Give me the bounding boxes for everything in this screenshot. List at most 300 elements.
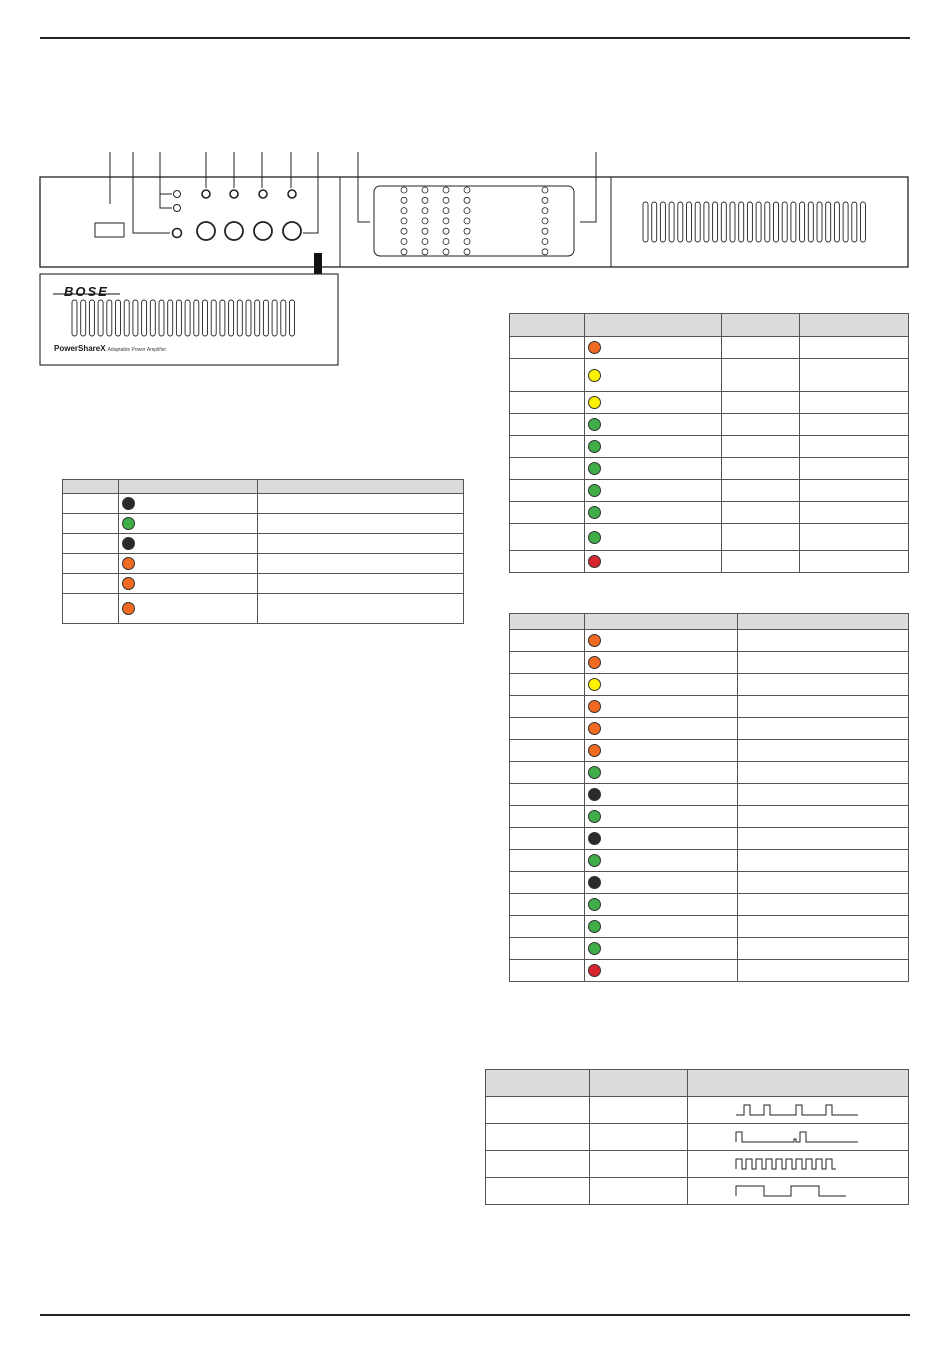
status-dot-icon — [588, 369, 601, 382]
vent-slot — [185, 300, 190, 336]
table-row — [510, 828, 909, 850]
display-led — [542, 218, 548, 224]
table-row — [510, 337, 909, 359]
table-row — [510, 894, 909, 916]
display-led — [464, 218, 470, 224]
table-cell — [738, 696, 909, 718]
table-cell — [585, 784, 738, 806]
vent-slot — [194, 300, 199, 336]
table-cell — [722, 414, 800, 436]
status-dot-icon — [588, 854, 601, 867]
table-cell — [585, 806, 738, 828]
table-row — [510, 740, 909, 762]
table-row — [510, 414, 909, 436]
vent-slot — [246, 300, 251, 336]
table-row — [510, 718, 909, 740]
vent-slot — [107, 300, 112, 336]
table-row — [510, 458, 909, 480]
table-cell — [585, 938, 738, 960]
table-cell — [585, 392, 722, 414]
table-cell — [590, 1151, 688, 1178]
table-cell — [738, 630, 909, 652]
vent-slot — [817, 202, 822, 242]
table-cell — [590, 1124, 688, 1151]
table-cell — [738, 784, 909, 806]
vent-slot — [756, 202, 761, 242]
vent-slot — [290, 300, 295, 336]
led-button — [173, 229, 182, 238]
table-row — [510, 872, 909, 894]
status-dot-icon — [588, 462, 601, 475]
status-dot-icon — [588, 898, 601, 911]
table-cell — [486, 1097, 590, 1124]
table-cell — [722, 359, 800, 392]
table-cell — [590, 1178, 688, 1205]
vent-slot — [852, 202, 857, 242]
status-dot-icon — [588, 832, 601, 845]
level-knob — [254, 222, 272, 240]
led-small-2 — [174, 205, 181, 212]
table-cell — [722, 480, 800, 502]
display-led — [401, 239, 407, 245]
product-name-label — [54, 344, 166, 353]
vent-slot — [211, 300, 216, 336]
vent-slot — [150, 300, 155, 336]
table-row — [510, 696, 909, 718]
bottom-rule — [40, 1314, 910, 1316]
header-cell — [738, 614, 909, 630]
vent-slot — [281, 300, 286, 336]
vent-slot — [721, 202, 726, 242]
vent-slot — [826, 202, 831, 242]
table-row — [510, 359, 909, 392]
brand-logo: BOSE — [64, 284, 109, 299]
status-dot-icon — [588, 418, 601, 431]
table-cell — [510, 674, 585, 696]
status-dot-icon — [122, 602, 135, 615]
table-cell — [510, 524, 585, 551]
table-cell — [258, 574, 464, 594]
display-led — [422, 208, 428, 214]
table-cell — [738, 894, 909, 916]
vent-slot — [133, 300, 138, 336]
vent-slot — [272, 300, 277, 336]
table-cell — [738, 806, 909, 828]
table-cell — [800, 524, 909, 551]
display-led — [464, 187, 470, 193]
table-cell — [510, 828, 585, 850]
status-dot-icon — [122, 557, 135, 570]
header-cell — [119, 480, 258, 494]
status-dot-icon — [122, 517, 135, 530]
table-row — [510, 960, 909, 982]
table-cell — [258, 514, 464, 534]
header-cell — [63, 480, 119, 494]
table-cell — [800, 337, 909, 359]
display-led — [443, 197, 449, 203]
display-led — [443, 228, 449, 234]
table-cell — [585, 630, 738, 652]
display-led — [443, 187, 449, 193]
table-cell — [722, 436, 800, 458]
table-cell — [258, 554, 464, 574]
vent-slot — [159, 300, 164, 336]
status-dot-icon — [588, 555, 601, 568]
display-led — [542, 208, 548, 214]
status-dot-icon — [588, 744, 601, 757]
power-switch — [95, 223, 124, 237]
table-row — [63, 574, 464, 594]
vent-slot — [834, 202, 839, 242]
table-cell — [510, 696, 585, 718]
display-led — [401, 197, 407, 203]
display-led — [401, 228, 407, 234]
status-dot-icon — [588, 440, 601, 453]
header-cell — [800, 314, 909, 337]
led-indicator — [259, 190, 267, 198]
led-indicator — [230, 190, 238, 198]
vent-slot — [704, 202, 709, 242]
table-cell — [585, 480, 722, 502]
table-cell — [585, 551, 722, 573]
table-row — [510, 630, 909, 652]
header-cell — [585, 314, 722, 337]
table-cell — [800, 502, 909, 524]
status-dot-icon — [588, 484, 601, 497]
table-cell — [63, 594, 119, 624]
table-row — [510, 524, 909, 551]
channel-led-table — [509, 313, 909, 573]
table-cell — [738, 718, 909, 740]
table-cell — [510, 806, 585, 828]
table-cell — [738, 916, 909, 938]
vent-slot — [808, 202, 813, 242]
display-led — [542, 228, 548, 234]
vent-slot — [168, 300, 173, 336]
table-row — [486, 1151, 909, 1178]
table-cell — [119, 494, 258, 514]
product-subtitle: Adaptable Power Amplifier — [107, 347, 167, 353]
table-cell — [722, 392, 800, 414]
table-cell — [738, 960, 909, 982]
level-knob — [225, 222, 243, 240]
status-dot-icon — [588, 876, 601, 889]
display-led — [401, 187, 407, 193]
vent-slot — [98, 300, 103, 336]
table-cell — [738, 674, 909, 696]
blink-waveform-icon — [736, 1103, 860, 1117]
table-cell — [800, 436, 909, 458]
display-led — [542, 197, 548, 203]
table-row — [510, 480, 909, 502]
status-dot-icon — [588, 766, 601, 779]
table-row — [486, 1097, 909, 1124]
table-cell — [585, 337, 722, 359]
table-cell — [63, 494, 119, 514]
vent-slot — [89, 300, 94, 336]
table-cell — [585, 502, 722, 524]
vent-slot — [652, 202, 657, 242]
display-led — [464, 208, 470, 214]
table-row — [510, 652, 909, 674]
display-led — [443, 249, 449, 255]
status-dot-icon — [122, 537, 135, 550]
table-cell — [585, 674, 738, 696]
table-cell — [590, 1097, 688, 1124]
table-cell — [738, 828, 909, 850]
vent-slot — [739, 202, 744, 242]
table-cell — [688, 1151, 909, 1178]
vent-slot — [774, 202, 779, 242]
vent-slot — [782, 202, 787, 242]
table-cell — [688, 1097, 909, 1124]
table-cell — [585, 740, 738, 762]
table-cell — [63, 514, 119, 534]
table-cell — [800, 392, 909, 414]
table-cell — [738, 652, 909, 674]
display-led — [422, 218, 428, 224]
blink-waveform-icon — [736, 1157, 860, 1171]
status-dot-icon — [588, 396, 601, 409]
status-dot-icon — [122, 497, 135, 510]
vent-slot — [81, 300, 86, 336]
table-cell — [510, 458, 585, 480]
table-row — [510, 850, 909, 872]
table-cell — [800, 359, 909, 392]
table-cell — [510, 480, 585, 502]
table-row — [63, 554, 464, 574]
vent-slot — [220, 300, 225, 336]
product-name: PowerShareX — [54, 344, 106, 353]
table-row — [486, 1178, 909, 1205]
status-dot-icon — [588, 634, 601, 647]
vent-slot — [255, 300, 260, 336]
table-cell — [722, 458, 800, 480]
vent-slot — [237, 300, 242, 336]
table-row — [63, 494, 464, 514]
table-cell — [722, 502, 800, 524]
table-cell — [119, 514, 258, 534]
table-cell — [585, 696, 738, 718]
display-led — [422, 228, 428, 234]
vent-slot — [124, 300, 129, 336]
display-led — [443, 208, 449, 214]
table-cell — [585, 359, 722, 392]
table-cell — [63, 574, 119, 594]
table-cell — [722, 337, 800, 359]
table-cell — [119, 534, 258, 554]
table-row — [510, 392, 909, 414]
status-dot-icon — [122, 577, 135, 590]
table-cell — [585, 828, 738, 850]
table-cell — [63, 554, 119, 574]
blink-waveform-icon — [736, 1130, 860, 1144]
table-row — [510, 762, 909, 784]
table-cell — [510, 502, 585, 524]
table-row — [63, 594, 464, 624]
display-led — [422, 239, 428, 245]
table-cell — [585, 960, 738, 982]
table-cell — [119, 554, 258, 574]
header-cell — [510, 314, 585, 337]
display-led — [401, 208, 407, 214]
table-cell — [585, 762, 738, 784]
vent-slot — [643, 202, 648, 242]
table-cell — [486, 1151, 590, 1178]
table-cell — [63, 534, 119, 554]
display-led — [422, 187, 428, 193]
table-cell — [585, 414, 722, 436]
display-led — [443, 218, 449, 224]
display-led — [464, 239, 470, 245]
table-cell — [510, 414, 585, 436]
table-row — [510, 551, 909, 573]
vent-slot — [176, 300, 181, 336]
table-cell — [119, 594, 258, 624]
table-cell — [486, 1178, 590, 1205]
blink-waveform-icon — [736, 1184, 860, 1198]
table-cell — [585, 850, 738, 872]
vent-slot — [861, 202, 866, 242]
table-cell — [510, 436, 585, 458]
table-cell — [800, 551, 909, 573]
display-led — [464, 228, 470, 234]
status-dot-icon — [588, 964, 601, 977]
display-led — [464, 249, 470, 255]
table-cell — [585, 916, 738, 938]
display-led — [401, 218, 407, 224]
table-cell — [510, 894, 585, 916]
table-cell — [585, 718, 738, 740]
status-led-table — [62, 479, 464, 624]
table-row — [486, 1124, 909, 1151]
vent-slot — [713, 202, 718, 242]
display-led — [422, 197, 428, 203]
table-cell — [722, 524, 800, 551]
header-cell — [590, 1070, 688, 1097]
table-cell — [585, 652, 738, 674]
table-cell — [738, 850, 909, 872]
table-cell — [510, 652, 585, 674]
table-cell — [800, 480, 909, 502]
vent-slot — [843, 202, 848, 242]
vent-slot — [203, 300, 208, 336]
table-row — [63, 514, 464, 534]
vent-slot — [229, 300, 234, 336]
table-cell — [258, 494, 464, 514]
table-cell — [800, 458, 909, 480]
vent-slot — [687, 202, 692, 242]
level-knob — [197, 222, 215, 240]
table-cell — [510, 872, 585, 894]
status-dot-icon — [588, 810, 601, 823]
table-row — [510, 916, 909, 938]
status-dot-icon — [588, 678, 601, 691]
table-cell — [510, 960, 585, 982]
table-cell — [510, 850, 585, 872]
header-cell — [486, 1070, 590, 1097]
table-row — [510, 938, 909, 960]
vent-slot — [678, 202, 683, 242]
vent-slot — [72, 300, 77, 336]
header-cell — [585, 614, 738, 630]
table-row — [510, 674, 909, 696]
table-cell — [510, 551, 585, 573]
led-indicator — [288, 190, 296, 198]
led-small-1 — [174, 191, 181, 198]
display-led — [542, 239, 548, 245]
display-led — [542, 249, 548, 255]
table-cell — [800, 414, 909, 436]
display-led — [443, 239, 449, 245]
level-knob — [283, 222, 301, 240]
table-cell — [585, 894, 738, 916]
table-cell — [585, 524, 722, 551]
table-cell — [258, 594, 464, 624]
vent-slot — [116, 300, 121, 336]
indicator-led-table — [509, 613, 909, 982]
table-cell — [738, 872, 909, 894]
table-cell — [258, 534, 464, 554]
vent-slot — [747, 202, 752, 242]
status-dot-icon — [588, 920, 601, 933]
display-led — [464, 197, 470, 203]
table-cell — [738, 762, 909, 784]
table-cell — [510, 718, 585, 740]
vent-slot — [791, 202, 796, 242]
vent-slot — [669, 202, 674, 242]
table-cell — [738, 740, 909, 762]
table-row — [63, 534, 464, 554]
display-led — [542, 187, 548, 193]
status-dot-icon — [588, 788, 601, 801]
table-row — [510, 502, 909, 524]
vent-slot — [263, 300, 268, 336]
vent-slot — [800, 202, 805, 242]
table-cell — [510, 740, 585, 762]
status-dot-icon — [588, 700, 601, 713]
table-cell — [585, 436, 722, 458]
header-cell — [722, 314, 800, 337]
table-cell — [688, 1178, 909, 1205]
table-cell — [585, 458, 722, 480]
table-cell — [510, 938, 585, 960]
table-cell — [722, 551, 800, 573]
status-dot-icon — [588, 341, 601, 354]
vent-slot — [142, 300, 147, 336]
status-dot-icon — [588, 722, 601, 735]
header-cell — [510, 614, 585, 630]
table-cell — [510, 784, 585, 806]
table-cell — [738, 938, 909, 960]
header-cell — [258, 480, 464, 494]
led-indicator — [202, 190, 210, 198]
table-cell — [510, 392, 585, 414]
table-cell — [585, 872, 738, 894]
table-row — [510, 806, 909, 828]
vent-slot — [660, 202, 665, 242]
status-dot-icon — [588, 531, 601, 544]
table-row — [510, 784, 909, 806]
table-cell — [510, 762, 585, 784]
display-led — [401, 249, 407, 255]
status-dot-icon — [588, 656, 601, 669]
table-cell — [510, 916, 585, 938]
vent-slot — [765, 202, 770, 242]
display-led — [422, 249, 428, 255]
table-row — [510, 436, 909, 458]
table-cell — [510, 630, 585, 652]
